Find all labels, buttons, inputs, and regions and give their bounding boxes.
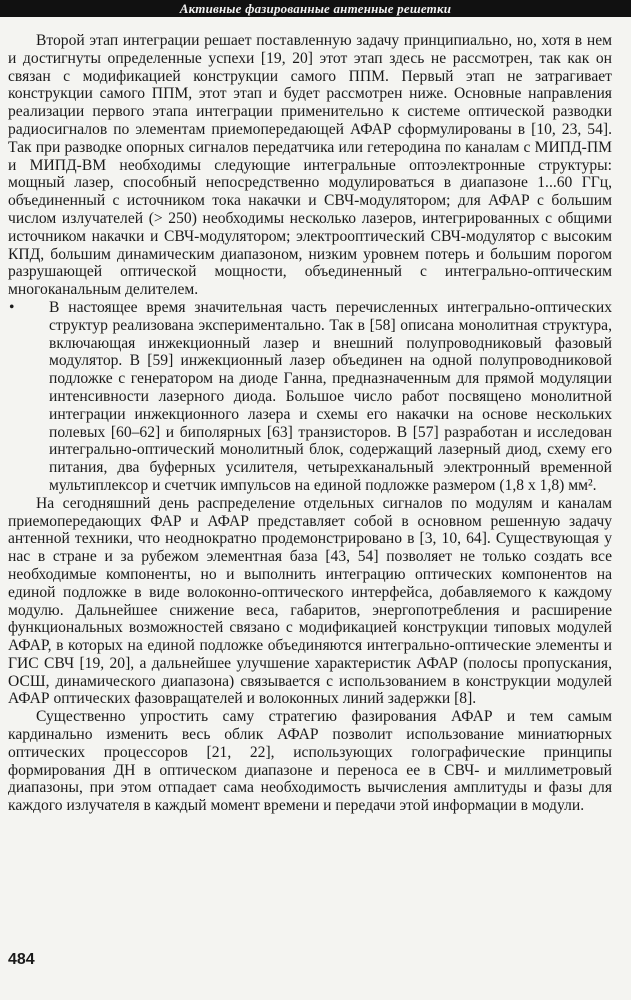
- paragraph-second-stage: Второй этап интеграции решает поставленную задачу принципиально, но, хотя в нем и достигнуты определенные успехи [19, 20] этот этап здесь не рассмотрен, так как он связан с модификацией конструкции самого ППМ. Первый этап не затрагивает конструкции самого ППМ, этот этап и будет рассмотрен ниже. Основные направления реализации первого этапа интеграции применительно к системе оптической разводки радиосигналов по элементам приемопередающей АФАР сформулированы в [10, 23, 54]. Так при разводке опорных сигналов передатчика или гетеродина по каналам с МИПД-ПМ и МИПД-ВМ необходимы следующие интегральные оптоэлектронные структуры: мощный лазер, способный непосредственно модулироваться в диапазоне 1...60 ГГц, объединенный с источником тока накачки и СВЧ-модулятором; для АФАР с большим числом излучателей (> 250) необходимы несколько лазеров, интегрированных с общими источником накачки и СВЧ-модулятором; электрооптический СВЧ-модулятор с высоким КПД, большим динамическим диапазоном, низким уровнем потерь и большим порогом разрушающей оптической мощности, объединенный с интегрально-оптическим многоканальным делителем.: [8, 32, 612, 299]
- paragraph-phasing-strategy: Существенно упростить саму стратегию фазирования АФАР и тем самым кардинально изменить весь облик АФАР позволит использование миниатюрных оптических процессоров [21, 22], использующих голографические принципы формирования ДН в оптическом диапазоне и переноса ее в СВЧ- и миллиметровый диапазоны, при этом отпадает сама необходимость вычисления амплитуды и фазы для каждого излучателя в каждый момент времени и передачи этой информации в модули.: [8, 708, 612, 815]
- paragraph-distribution: На сегодняшний день распределение отдельных сигналов по модулям и каналам приемопередающих ФАР и АФАР представляет собой в основном решенную задачу антенной техники, что неоднократно продемонстрировано в [3, 10, 64]. Существующая у нас в стране и за рубежом элементная база [43, 54] позволяет не только создать все необходимые компоненты, но и выполнить интеграцию оптических компонентов на единой подложке в виде волоконно-оптического интерфейса, добавляемого к каждому модулю. Дальнейшее снижение веса, габаритов, энергопотребления и расширение функциональных возможностей связано с модификацией конструкции типовых модулей АФАР, в которых на единой подложке объединяются интегрально-оптические элементы и ГИС СВЧ [19, 20], а дальнейшее улучшение характеристик АФАР (полосы пропускания, ОСШ, динамического диапазона) связывается с использованием в конструкции модулей АФАР оптических фазовращателей и волоконных линий задержки [8].: [8, 494, 612, 708]
- page-number: 484: [8, 951, 35, 968]
- running-header: Активные фазированные антенные решетки: [0, 0, 631, 17]
- bullet-marker: •: [9, 298, 15, 316]
- bullet-item-text: В настоящее время значительная часть перечисленных интегрально-оптических структур реализована экспериментально. Так в [58] описана монолитная структура, включающая инжекционный лазер и внешний полупроводниковый фазовый модулятор. В [59] инжекционный лазер объединен на одной полупроводниковой подложке с генератором на диоде Ганна, предназначенным для прямой модуляции интенсивности лазерного диода. Большое число работ посвящено монолитной интеграции инжекционного лазера и схемы его накачки на основе нескольких полевых [60–62] и биполярных [63] транзисторов. В [57] разработан и исследован интегрально-оптический монолитный блок, содержащий лазерный диод, схему его питания, два буферных усилителя, четырехканальный электронный временной мультиплексор и счетчик импульсов на единой подложке размером (1,8 x 1,8) мм².: [49, 298, 612, 494]
- page-body: [8, 32, 612, 815]
- bullet-item: [8, 299, 612, 495]
